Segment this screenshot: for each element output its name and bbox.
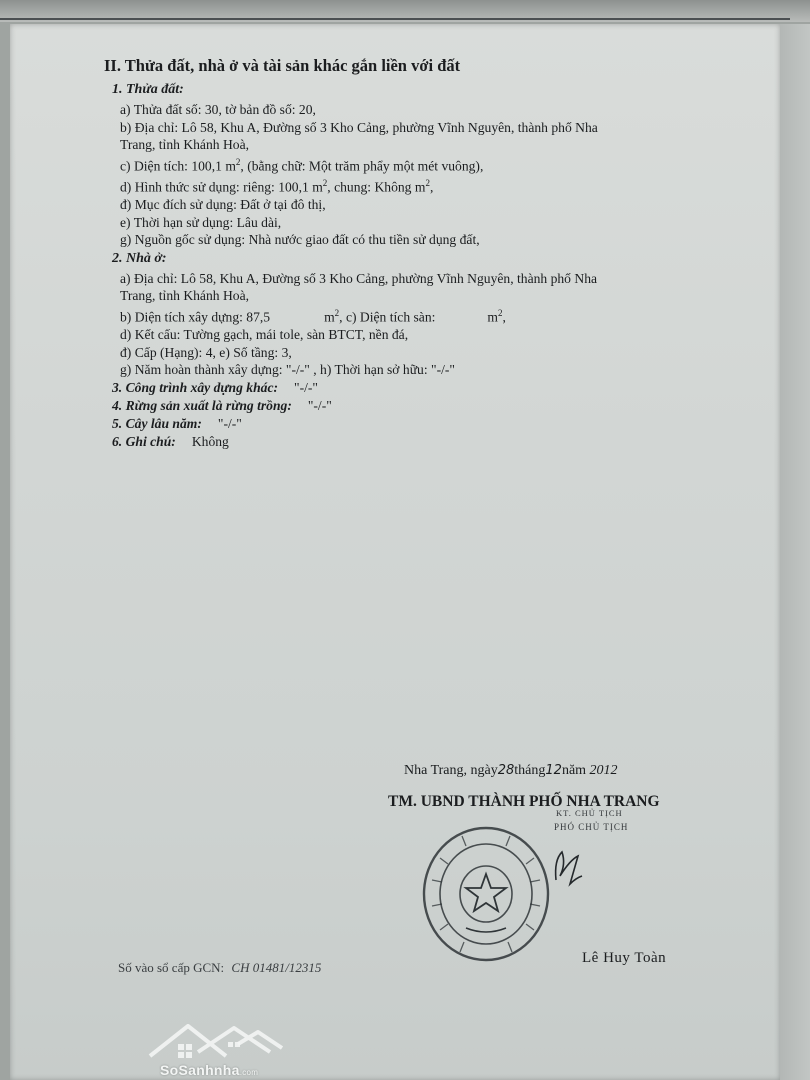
registry-number: [118, 960, 321, 976]
house-built-area-unit: m: [324, 309, 335, 325]
date-day: 28: [497, 763, 515, 778]
land-address-1: b) Địa chỉ: Lô 58, Khu A, Đường số 3 Kho Cảng, phường Vĩnh Nguyên, thành phố Nha: [120, 119, 598, 135]
house-heading: 2. Nhà ở:: [112, 250, 167, 266]
section-title: II. Thửa đất, nhà ở và tài sản khác gắn liền với đất: [104, 56, 461, 75]
land-area-suffix: , (bằng chữ: Một trăm phẩy một mét vuông),: [240, 158, 484, 174]
house-address-2: Trang, tỉnh Khánh Hoà,: [120, 288, 250, 304]
date-year: 2012: [589, 763, 618, 778]
land-heading: 1. Thửa đất:: [112, 82, 184, 97]
perennial: [112, 415, 748, 433]
note-value: Không: [191, 433, 229, 449]
signer-name: Lê Huy Toàn: [582, 950, 667, 966]
date-month-label: tháng: [514, 763, 546, 778]
registry-value: CH 01481/12315: [231, 960, 322, 975]
house-built-area-value: b) Diện tích xây dựng: 87,5: [120, 309, 271, 325]
forest: [112, 397, 748, 415]
watermark-domain: .com: [239, 1068, 259, 1077]
other-works-label: 3. Công trình xây dựng khác:: [112, 379, 279, 395]
watermark-brand: SoSanhnha: [160, 1062, 240, 1078]
house-structure: d) Kết cấu: Tường gạch, mái tole, sàn BTCT, nền đá,: [120, 327, 409, 343]
note-label: 6. Ghi chú:: [112, 433, 176, 449]
date-month: 12: [545, 763, 562, 778]
screen-edge: [780, 24, 810, 1080]
land-address-2: Trang, tỉnh Khánh Hoà,: [120, 137, 250, 153]
issuing-authority: TM. UBND THÀNH PHỐ NHA TRANG: [388, 793, 660, 810]
perennial-value: "-/-": [217, 415, 242, 431]
land-area-prefix: c) Diện tích: 100,1 m: [120, 158, 236, 174]
house-grade: đ) Cấp (Hạng): 4, e) Số tầng: 3,: [120, 344, 292, 360]
place-date: [404, 763, 618, 779]
land-plot: a) Thửa đất số: 30, tờ bản đồ số: 20,: [120, 102, 316, 117]
forest-value: "-/-": [307, 397, 332, 413]
forest-label: 4. Rừng sản xuất là rừng trồng:: [112, 397, 292, 413]
watermark-text: [160, 1062, 258, 1078]
note: [112, 433, 748, 451]
bezel-divider: [0, 18, 790, 20]
signer-title-small: KT. CHỦ TỊCH: [556, 808, 623, 818]
house-floor-area-label: , c) Diện tích sàn:: [339, 309, 436, 325]
house-year: g) Năm hoàn thành xây dựng: "-/-" , h) Thời hạn sở hữu: "-/-": [120, 362, 455, 378]
land-purpose: đ) Mục đích sử dụng: Đất ở tại đô thị,: [120, 197, 326, 213]
land-area: c) Diện tích: 100,1 $m^2$, (bằng chữ: Một trăm phẩy một mét vuông),: [120, 156, 484, 174]
land-use-shared: , chung: Không m: [327, 179, 426, 195]
land-use-form: d) Hình thức sử dụng: riêng: 100,1 $m^2$, chung: Không $m^2$,: [120, 177, 434, 195]
other-works-value: "-/-": [294, 379, 318, 395]
date-year-label: năm: [561, 763, 587, 778]
land-section: [98, 56, 748, 451]
perennial-label: 5. Cây lâu năm:: [112, 415, 202, 431]
seal-icon: [418, 818, 558, 968]
land-use-private: d) Hình thức sử dụng: riêng: 100,1 m: [120, 179, 323, 195]
place-date-prefix: Nha Trang, ngày: [404, 763, 498, 778]
house-built-area: b) Diện tích xây dựng: 87,5 $m^2$, c) Diện tích sàn: $m^2$,: [120, 308, 506, 325]
land-origin: g) Nguồn gốc sử dụng: Nhà nước giao đất có thu tiền sử dụng đất,: [120, 232, 480, 248]
house-floor-area-unit: m: [487, 309, 498, 325]
registry-label: Số vào sổ cấp GCN:: [118, 960, 225, 975]
other-works: [112, 379, 748, 397]
signature-icon: [548, 840, 588, 900]
signer-title: PHÓ CHỦ TỊCH: [554, 822, 629, 832]
house-address-1: a) Địa chỉ: Lô 58, Khu A, Đường số 3 Kho Cảng, phường Vĩnh Nguyên, thành phố Nha: [120, 270, 598, 286]
land-term: e) Thời hạn sử dụng: Lâu dài,: [120, 214, 282, 230]
